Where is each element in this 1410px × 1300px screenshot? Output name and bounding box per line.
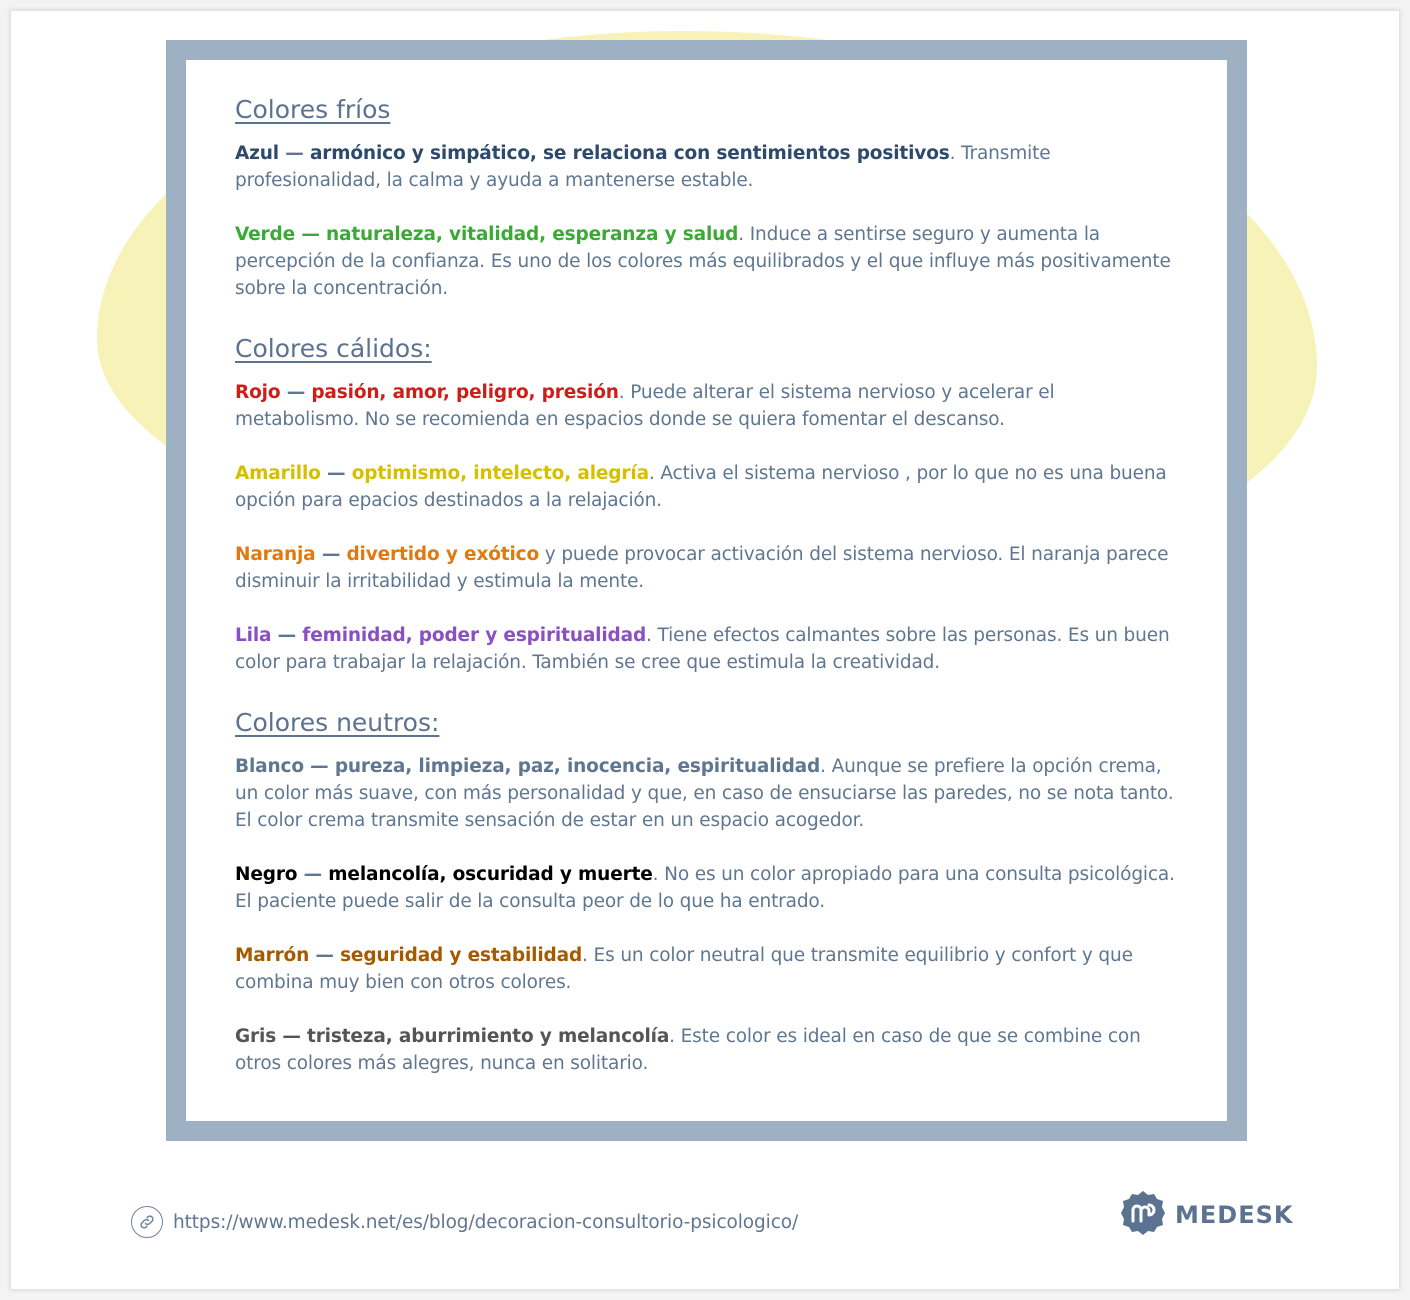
- color-paragraph-marron: [235, 942, 1177, 996]
- section-heading: Colores fríos: [235, 95, 391, 124]
- color-name: Amarillo: [235, 463, 321, 484]
- color-traits: divertido y exótico: [346, 544, 540, 565]
- dash: —: [297, 864, 329, 885]
- dash: —: [279, 143, 310, 164]
- dash: —: [280, 382, 312, 403]
- color-name: Gris: [235, 1026, 277, 1047]
- dash: —: [320, 463, 352, 484]
- color-traits: feminidad, poder y espiritualidad: [302, 625, 647, 646]
- color-description: . Aunque se prefiere la opción crema, un color más suave, con más personalidad y que, en caso de ensuciarse las paredes, no se nota tanto. El color crema transmite sensación de estar en un espacio acogedor.: [235, 756, 1174, 831]
- color-description: . Transmite profesionalidad, la calma y ayuda a mantenerse estable.: [235, 143, 1051, 191]
- color-name: Rojo: [235, 382, 281, 403]
- color-paragraph-naranja: [235, 541, 1177, 595]
- color-name: Negro: [235, 864, 298, 885]
- color-description: . Este color es ideal en caso de que se combine con otros colores más alegres, nunca en solitario.: [235, 1026, 1141, 1074]
- color-description: . Tiene efectos calmantes sobre las personas. Es un buen color para trabajar la relajación. También se cree que estimula la creatividad.: [235, 625, 1170, 673]
- color-paragraph-lila: [235, 622, 1177, 676]
- content-card: [186, 60, 1227, 1121]
- section-heading: Colores cálidos:: [235, 334, 432, 363]
- dash: —: [309, 945, 341, 966]
- color-traits: pureza, limpieza, paz, inocencia, espiritualidad: [334, 756, 821, 777]
- color-description: . Activa el sistema nervioso , por lo que no es una buena opción para epacios destinados a la relajación.: [235, 463, 1167, 511]
- color-paragraph-rojo: [235, 379, 1177, 433]
- color-traits: melancolía, oscuridad y muerte: [328, 864, 653, 885]
- section-neutral-colors: [235, 703, 1177, 1077]
- medesk-logo: [1119, 1191, 1293, 1239]
- color-name: Azul: [235, 143, 279, 164]
- source-link[interactable]: [131, 1206, 798, 1238]
- section-heading: Colores neutros:: [235, 708, 440, 737]
- dash: —: [303, 756, 335, 777]
- color-name: Lila: [235, 625, 272, 646]
- color-traits: optimismo, intelecto, alegría: [351, 463, 649, 484]
- color-paragraph-gris: [235, 1023, 1177, 1077]
- color-traits: armónico y simpático, se relaciona con sentimientos positivos: [309, 143, 950, 164]
- dash: —: [271, 625, 303, 646]
- color-paragraph-azul: [235, 140, 1177, 194]
- color-description: . Es un color neutral que transmite equilibrio y confort y que combina muy bien con otros colores.: [235, 945, 1133, 993]
- section-cold-colors: [235, 90, 1177, 302]
- dash: —: [315, 544, 347, 565]
- color-name: Marrón: [235, 945, 310, 966]
- color-paragraph-blanco: [235, 753, 1177, 834]
- dash: —: [295, 224, 326, 245]
- color-name: Naranja: [235, 544, 316, 565]
- dash: —: [276, 1026, 307, 1047]
- logo-text: MEDESK: [1175, 1201, 1294, 1229]
- medesk-logo-icon: [1119, 1189, 1167, 1241]
- color-paragraph-negro: [235, 861, 1177, 915]
- page: [10, 10, 1400, 1290]
- color-name: Verde: [235, 224, 296, 245]
- color-traits: pasión, amor, peligro, presión: [311, 382, 619, 403]
- color-description: . Puede alterar el sistema nervioso y acelerar el metabolismo. No se recomienda en espacios donde se quiera fomentar el descanso.: [235, 382, 1055, 430]
- color-traits: naturaleza, vitalidad, esperanza y salud: [325, 224, 739, 245]
- section-warm-colors: [235, 329, 1177, 676]
- color-paragraph-amarillo: [235, 460, 1177, 514]
- link-icon: [131, 1206, 163, 1238]
- color-traits: tristeza, aburrimiento y melancolía: [307, 1026, 670, 1047]
- color-name: Blanco: [235, 756, 304, 777]
- source-url[interactable]: https://www.medesk.net/es/blog/decoracion-consultorio-psicologico/: [173, 1211, 799, 1233]
- color-description: y puede provocar activación del sistema nervioso. El naranja parece disminuir la irritabilidad y estimula la mente.: [235, 544, 1169, 592]
- color-description: . No es un color apropiado para una consulta psicológica. El paciente puede salir de la consulta peor de lo que ha entrado.: [235, 864, 1175, 912]
- color-description: . Induce a sentirse seguro y aumenta la percepción de la confianza. Es uno de los colores más equilibrados y el que influye más positivamente sobre la concentración.: [235, 224, 1171, 299]
- color-paragraph-verde: [235, 221, 1177, 302]
- color-traits: seguridad y estabilidad: [340, 945, 583, 966]
